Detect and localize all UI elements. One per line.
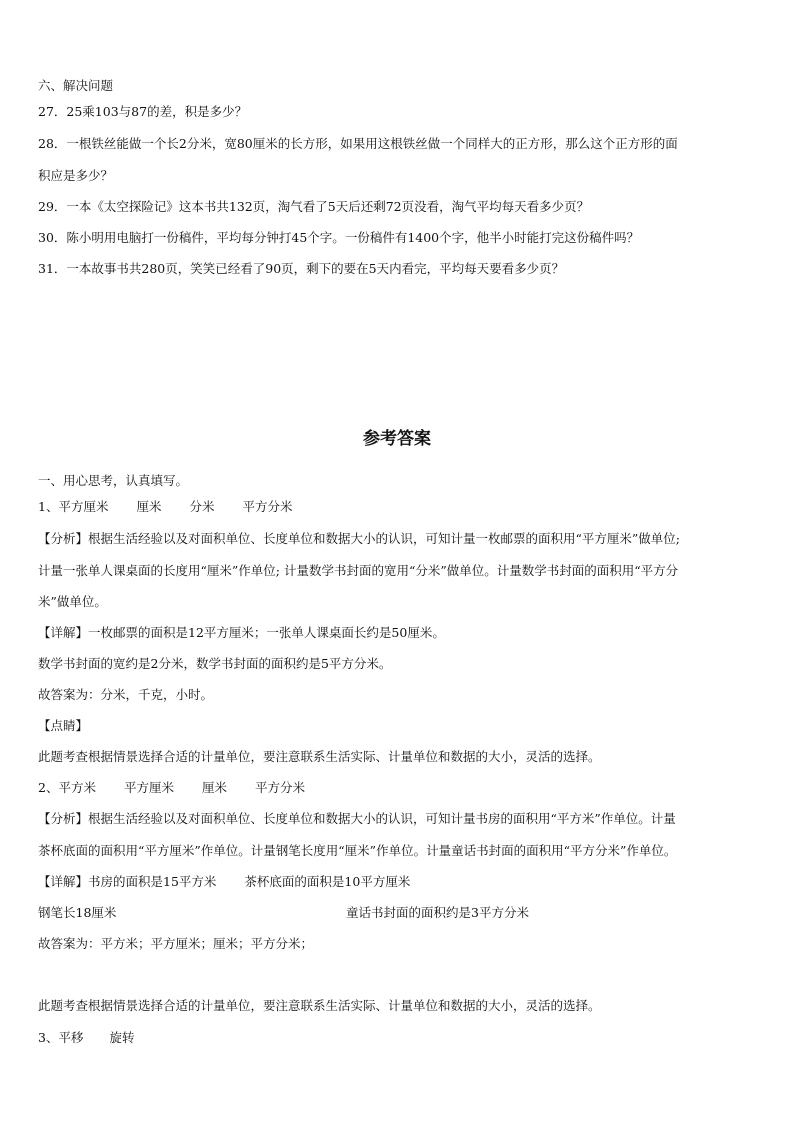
answer-2-detail-row1 — [38, 874, 410, 890]
answer-1-analysis-line1: 【分析】根据生活经验以及对面积单位、长度单位和数据大小的认识，可知计量一枚邮票的面积用“平方厘米”做单位; — [38, 531, 680, 546]
answer-2-row — [38, 780, 305, 796]
answer-3-row — [38, 1030, 134, 1046]
answer-2-analysis-line2: 茶杯底面的面积用“平方厘米”作单位。计量钢笔长度用“厘米”作单位。计量童话书封面的面积用“平方分米”作单位。 — [38, 843, 677, 858]
answer-1-comment-text: 此题考查根据情景选择合适的计量单位，要注意联系生活实际、计量单位和数据的大小，灵活的选择。 — [38, 749, 601, 764]
answer-2-detail-part2: 茶杯底面的面积是10平方厘米 — [244, 874, 411, 889]
answer-1-item: 分米 — [189, 499, 215, 514]
answer-2-item: 平方分米 — [254, 780, 305, 795]
answer-1-row — [38, 499, 293, 515]
answer-1-analysis-line3: 米”做单位。 — [38, 594, 107, 609]
question-30: 30．陈小明用电脑打一份稿件，平均每分钟打45个字。一份稿件有1400个字，他半小时能打完这份稿件吗？ — [38, 230, 640, 245]
answer-2-label: 2、平方米 — [38, 780, 96, 795]
answer-2-answer: 故答案为：平方米；平方厘米；厘米；平方分米； — [38, 936, 314, 951]
section-heading: 六、解决问题 — [38, 78, 114, 93]
answer-2-item: 平方厘米 — [123, 780, 174, 795]
question-28-line1: 28．一根铁丝能做一个长2分米，宽80厘米的长方形，如果用这根铁丝做一个同样大的正方形，那么这个正方形的面 — [38, 136, 678, 151]
answer-1-item: 平方分米 — [242, 499, 293, 514]
answer-2-item: 厘米 — [201, 780, 227, 795]
question-31: 31．一本故事书共280页，笑笑已经看了90页，剩下的要在5天内看完，平均每天要看多少页？ — [38, 261, 565, 276]
answer-2-detail-part4: 童话书封面的面积约是3平方分米 — [346, 905, 529, 920]
answer-1-label: 1、平方厘米 — [38, 499, 109, 514]
answer-2-comment-text: 此题考查根据情景选择合适的计量单位，要注意联系生活实际、计量单位和数据的大小，灵活的选择。 — [38, 998, 601, 1013]
answer-1-item: 厘米 — [136, 499, 162, 514]
answer-1-detail-line1: 【详解】一枚邮票的面积是12平方厘米；一张单人课桌面长约是50厘米。 — [38, 625, 445, 640]
answer-1-comment-label: 【点睛】 — [38, 718, 89, 733]
answers-section1-heading: 一、用心思考，认真填写。 — [38, 473, 189, 488]
answer-1-analysis-line2: 计量一张单人课桌面的长度用“厘米”作单位; 计量数学书封面的宽用“分米”做单位。计量数学书封面的面积用“平方分 — [38, 563, 679, 578]
page-title: 参考答案 — [363, 429, 431, 449]
answer-2-detail-part1: 【详解】书房的面积是15平方米 — [38, 874, 217, 889]
answer-1-detail-line2: 数学书封面的宽约是2分米，数学书封面的面积约是5平方分米。 — [38, 656, 392, 671]
question-29: 29．一本《太空探险记》这本书共132页，淘气看了5天后还剩72页没看，淘气平均每天看多少页？ — [38, 199, 590, 214]
answer-1-answer: 故答案为：分米，千克，小时。 — [38, 687, 214, 702]
question-28-line2: 积应是多少？ — [38, 168, 114, 183]
answer-3-label: 3、平移 — [38, 1030, 84, 1045]
answer-2-analysis-line1: 【分析】根据生活经验以及对面积单位、长度单位和数据大小的认识，可知计量书房的面积用“平方米”作单位。计量 — [38, 811, 676, 826]
question-27: 27．25乘103与87的差，积是多少？ — [38, 104, 248, 119]
answer-3-item: 旋转 — [109, 1030, 135, 1045]
answer-2-detail-part3: 钢笔长18厘米 — [38, 905, 117, 920]
